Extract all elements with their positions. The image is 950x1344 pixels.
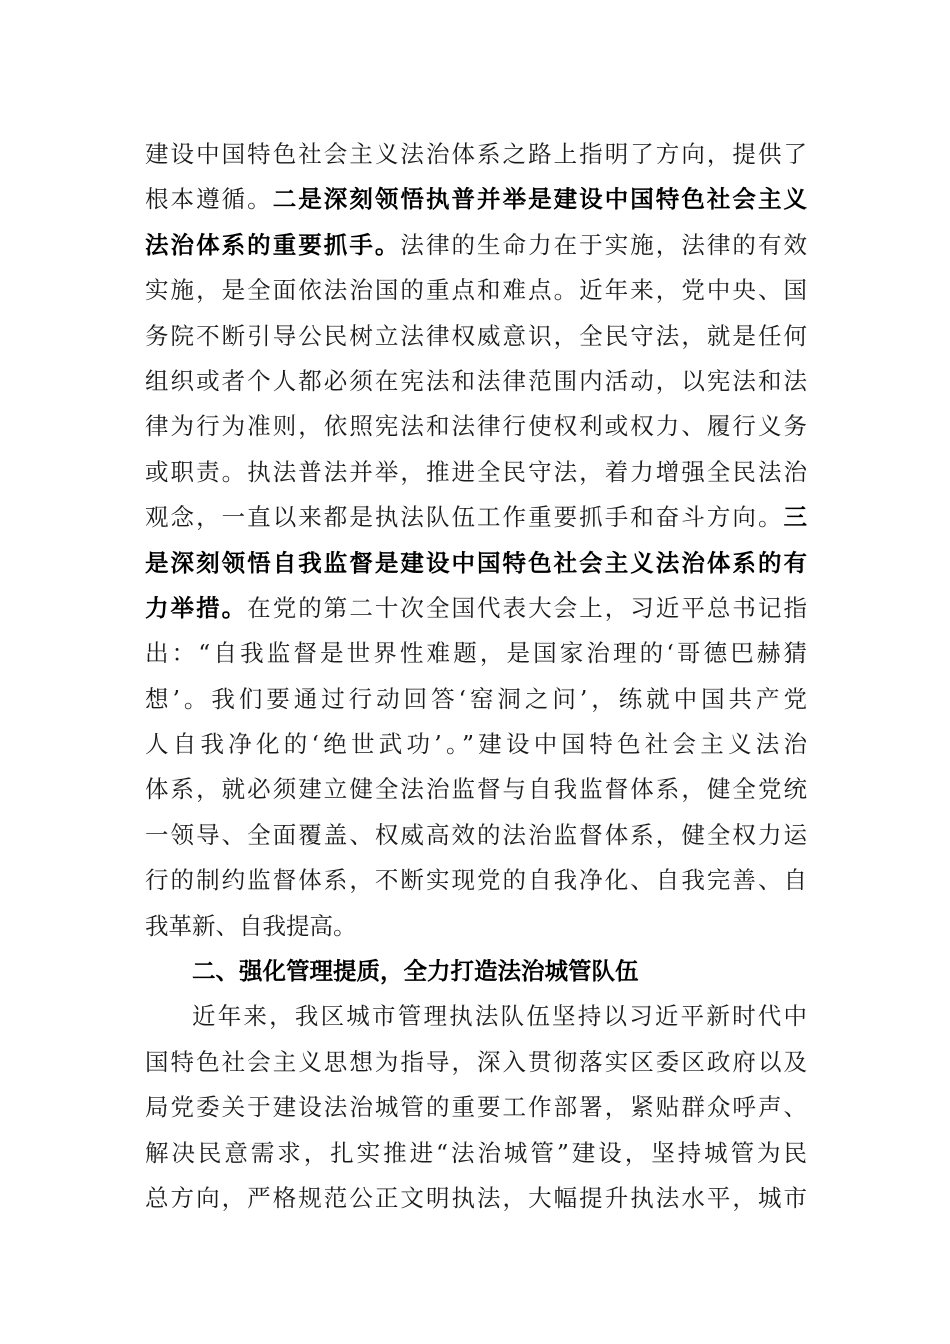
text-run: 根本遵循。 (145, 185, 273, 214)
text-line: 解决民意需求，扎实推进“法治城管”建设，坚持城管为民 (145, 1138, 807, 1167)
text-line: 体系，就必须建立健全法治监督与自我监督体系，健全党统 (145, 775, 807, 804)
text-line: 局党委关于建设法治城管的重要工作部署，紧贴群众呼声、 (145, 1093, 807, 1122)
text-line: 一领导、全面覆盖、权威高效的法治监督体系，健全权力运 (145, 820, 807, 849)
bold-point-three: 三 (783, 503, 807, 532)
text-line: 人自我净化的‘绝世武功’。”建设中国特色社会主义法治 (145, 730, 807, 759)
text-line: 务院不断引导公民树立法律权威意识，全民守法，就是任何 (145, 321, 807, 350)
text-line: 实施，是全面依法治国的重点和难点。近年来，党中央、国 (145, 276, 807, 305)
paragraph-study-points (145, 132, 807, 949)
text-line (145, 177, 807, 222)
text-line: 近年来，我区城市管理执法队伍坚持以习近平新时代中 (192, 1002, 807, 1031)
section-heading: 二、强化管理提质，全力打造法治城管队伍 (192, 957, 639, 986)
text-line: 组织或者个人都必须在宪法和法律范围内活动，以宪法和法 (145, 366, 807, 395)
text-line: 我革新、自我提高。 (145, 911, 357, 940)
text-line (145, 223, 807, 268)
bold-point-two: 二是深刻领悟执普并举是建设中国特色社会主义 (272, 185, 807, 214)
text-line: 建设中国特色社会主义法治体系之路上指明了方向，提供了 (145, 140, 807, 168)
bold-point-three-line: 是深刻领悟自我监督是建设中国特色社会主义法治体系的有 (145, 548, 807, 577)
text-line (145, 586, 807, 631)
document-page (145, 132, 807, 1221)
text-run: 观念，一直以来都是执法队伍工作重要抓手和奋斗方向。 (145, 503, 784, 532)
text-line: 总方向，严格规范公正文明执法，大幅提升执法水平，城市 (145, 1183, 807, 1212)
text-line: 律为行为准则，依照宪法和法律行使权利或权力、履行义务 (145, 412, 807, 441)
text-line: 行的制约监督体系，不断实现党的自我净化、自我完善、自 (145, 866, 807, 895)
text-line: 国特色社会主义思想为指导，深入贯彻落实区委区政府以及 (145, 1047, 807, 1076)
bold-point-three-end: 力举措。 (145, 593, 248, 622)
text-run: 在党的第二十次全国代表大会上，习近平总书记指 (247, 593, 807, 622)
text-line (145, 495, 807, 540)
text-line: 或职责。执法普法并举，推进全民守法，着力增强全民法治 (145, 457, 807, 486)
text-line: 出：“自我监督是世界性难题，是国家治理的‘哥德巴赫猜 (145, 639, 807, 668)
text-line: 想’。我们要通过行动回答‘窑洞之问’，练就中国共产党 (145, 684, 807, 713)
bold-point-two-end: 法治体系的重要抓手。 (145, 230, 401, 259)
paragraph-city-management (145, 994, 807, 1221)
text-run: 法律的生命力在于实施，法律的有效 (400, 230, 807, 259)
